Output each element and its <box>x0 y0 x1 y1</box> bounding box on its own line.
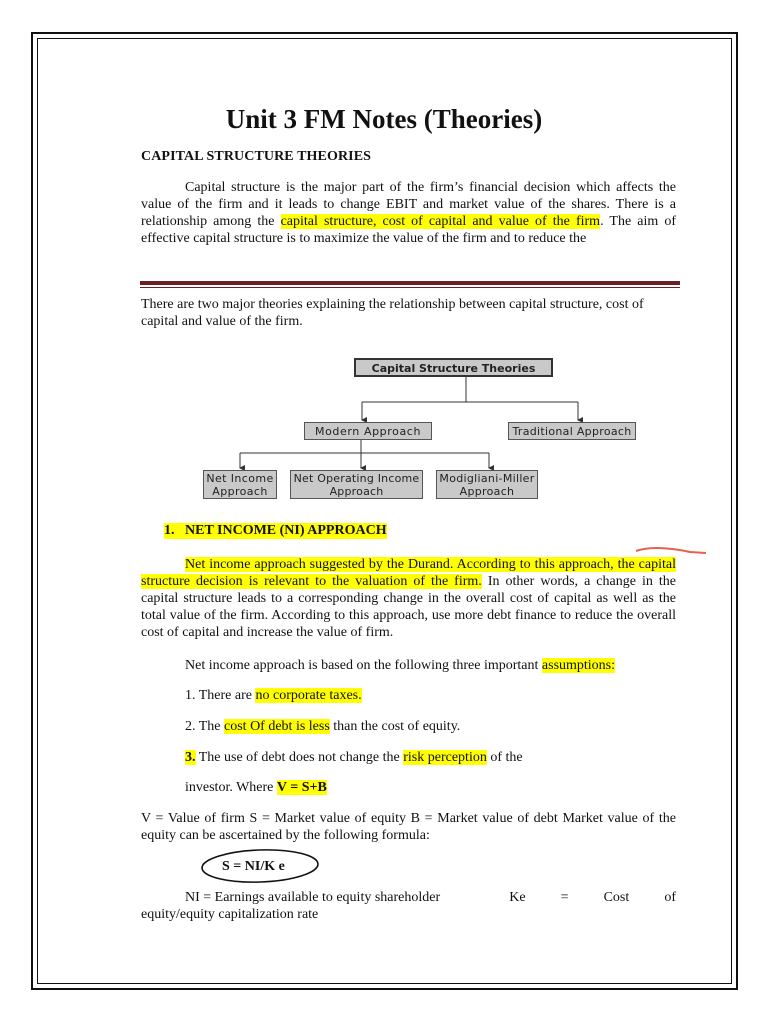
diagram-traditional-box: Traditional Approach <box>508 422 636 440</box>
ni-section-title: NET INCOME (NI) APPROACH <box>185 523 387 538</box>
assumption-text: 1. There are <box>185 688 256 703</box>
ni-paragraph <box>141 556 676 641</box>
diagram-modigliani-miller-box <box>436 470 538 499</box>
diagram-net-operating-income-box <box>290 470 423 499</box>
divider-thick <box>140 281 680 285</box>
page-title: Unit 3 FM Notes (Theories) <box>225 104 543 134</box>
assumption-highlight: risk perception <box>403 750 487 765</box>
diagram-label: Approach <box>212 485 268 498</box>
intro-text-1: Capital structure is the major part of the firm’s financial decision which affects the value of the firm and it leads to change EBIT and market value of the shares. There is a relationship among the <box>141 180 676 229</box>
ni-section-number: 1. <box>164 523 175 538</box>
assumptions-highlight: assumptions: <box>541 658 616 673</box>
ni-paragraph-text: In other words, a change in the capital structure leads to a corresponding change in the overall cost of capital as well as the total value of the firm. According to this approach, use more debt finance to reduce the overall cost of capital and increase the value of firm. <box>141 574 677 640</box>
divider-thin <box>140 287 680 288</box>
intro-text-2: . The aim of effective capital structure is to maximize the value of the firm and to reduce the <box>141 214 677 246</box>
ni-section-heading <box>164 523 387 539</box>
of-word: of <box>664 890 676 905</box>
assumption-text: The use of debt does not change the <box>195 750 404 765</box>
cost-word: Cost <box>603 890 630 905</box>
intro-paragraph <box>141 179 676 247</box>
ke-label: Ke <box>509 890 526 905</box>
diagram-label: Approach <box>459 485 515 498</box>
assumptions-intro <box>185 658 615 674</box>
diagram-label: Modigliani-Miller <box>439 472 535 485</box>
intro-highlight: capital structure, cost of capital and value of the firm <box>280 214 601 229</box>
assumption-highlight: no corporate taxes. <box>255 688 362 703</box>
equals-sign: = <box>560 890 569 905</box>
assumption-text: of the <box>486 750 523 765</box>
assumption-text: 2. The <box>185 719 225 734</box>
assumption-3 <box>185 750 523 766</box>
section-heading: CAPITAL STRUCTURE THEORIES <box>141 149 372 164</box>
diagram-label: Approach <box>329 485 384 498</box>
ni-definition <box>141 889 676 923</box>
investor-text: investor. Where <box>185 780 277 795</box>
ni-definition-text: NI = Earnings available to equity shareholder <box>185 890 441 905</box>
diagram-label: Net Income <box>206 472 274 485</box>
assumption-2 <box>185 719 460 735</box>
diagram-net-income-box <box>203 470 277 499</box>
value-equation: V = S+B <box>276 780 327 795</box>
diagram-modern-box: Modern Approach <box>304 422 432 440</box>
theories-intro: There are two major theories explaining the relationship between capital structure, cost of capital and value of the firm. <box>141 297 644 329</box>
assumption-number: 3. <box>185 750 196 765</box>
assumptions-text: Net income approach is based on the following three important <box>185 658 542 673</box>
investor-line <box>185 780 327 796</box>
diagram-root-box: Capital Structure Theories <box>354 358 553 377</box>
assumption-text: than the cost of equity. <box>329 719 461 734</box>
diagram-label: Net Operating Income <box>293 472 420 485</box>
assumption-1 <box>185 688 362 704</box>
ni-definition-line2: equity/equity capitalization rate <box>141 907 319 922</box>
equity-formula: S = NI/K e <box>222 859 285 874</box>
ni-paragraph-highlight: Net income approach suggested by the Durand. According to this approach, the capital structure decision is relevant to the valuation of the firm. <box>141 557 676 589</box>
assumption-highlight: cost Of debt is less <box>224 719 330 734</box>
definitions-paragraph: V = Value of firm S = Market value of equity B = Market value of debt Market value of the equity can be ascertained by the following formula: <box>141 811 676 843</box>
